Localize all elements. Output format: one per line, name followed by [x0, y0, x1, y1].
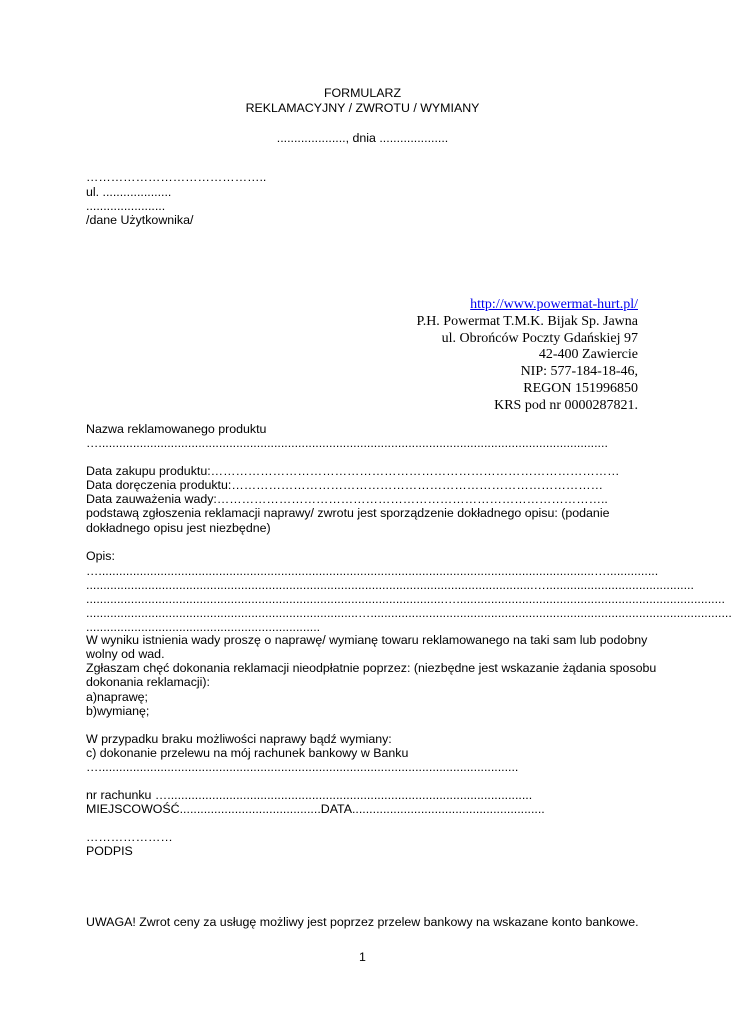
company-nip: NIP: 577-184-18-46,: [520, 364, 638, 379]
user-name-line: ……………………………………..: [86, 170, 267, 184]
user-city-line: .......................: [86, 199, 166, 213]
description-line: ...............................................................................….........................................................................................................: [86, 606, 732, 620]
request-line4: dokonania reklamacji):: [86, 675, 210, 689]
company-krs: KRS pod nr 0000287821.: [494, 398, 638, 413]
place-date-field: MIEJSCOWOŚĆ.........................................DATA........................................................: [86, 802, 545, 816]
product-name-field: …....................................................................................................................................................: [86, 436, 608, 450]
date-line: ...................., dnia ....................: [276, 131, 449, 145]
request-line2: wolny od wad.: [86, 647, 165, 661]
page-number: 1: [359, 950, 366, 964]
company-url-wrap: [470, 296, 638, 313]
request-line1: W wyniku istnienia wady proszę o naprawę/ wymianę towaru reklamowanego na taki sam lub podobny: [86, 633, 648, 647]
product-name-label: Nazwa reklamowanego produktu: [86, 422, 267, 436]
account-number-field: nr rachunku …..........................................................................................................: [86, 788, 533, 802]
description-line: ..................................................................................................................................…...........................................: [86, 578, 694, 592]
signature-line: …………………: [86, 830, 173, 844]
description-label: Opis:: [86, 549, 115, 563]
company-street: ul. Obrońców Poczty Gdańskiej 97: [441, 331, 638, 346]
form-title: FORMULARZ: [323, 86, 402, 100]
company-city: 42-400 Zawiercie: [538, 347, 638, 362]
company-name: P.H. Powermat T.M.K. Bijak Sp. Jawna: [416, 314, 638, 329]
request-line3: Zgłaszam chęć dokonania reklamacji nieodpłatnie poprzez: (niezbędne jest wskazanie żądania sposobu: [86, 661, 657, 675]
basis-text-line2: dokładnego opisu jest niezbędne): [86, 521, 271, 535]
delivery-date-field: Data doręczenia produktu:………………………………………………………………………………: [86, 478, 604, 492]
basis-text-line1: podstawą zgłoszenia reklamacji naprawy/ zwrotu jest sporządzenie dokładnego opisu: (podanie: [86, 506, 610, 520]
refund-line1: W przypadku braku możliwości naprawy bądź wymiany:: [86, 732, 392, 746]
refund-line2: c) dokonanie przelewu na mój rachunek bankowy w Banku: [86, 746, 409, 760]
notice-text: UWAGA! Zwrot ceny za usługę możliwy jest poprzez przelew bankowy na wskazane konto bankowe.: [86, 915, 639, 929]
defect-date-field: Data zauważenia wady:…………………………………………………………………………………..: [86, 492, 608, 506]
option-repair: a)naprawę;: [86, 690, 148, 704]
purchase-date-field: Data zakupu produktu:………………………………………………………………………………………: [86, 464, 620, 478]
user-street-line: ul. ....................: [86, 185, 172, 199]
description-line: ........................................................................................................…..............................................................................: [86, 592, 725, 606]
signature-label: PODPIS: [86, 844, 133, 858]
description-line: ....................................................................: [86, 620, 321, 634]
company-regon: REGON 151996850: [523, 381, 638, 396]
company-url-link[interactable]: http://www.powermat-hurt.pl/: [470, 297, 638, 312]
user-data-caption: /dane Użytkownika/: [86, 213, 194, 227]
form-subtitle: REKLAMACYJNY / ZWROTU / WYMIANY: [245, 101, 480, 115]
option-replacement: b)wymianę;: [86, 704, 150, 718]
description-line: …................................................................................................................................................…...............: [86, 564, 659, 578]
bank-name-field: …..........................................................................................................................: [86, 760, 519, 774]
